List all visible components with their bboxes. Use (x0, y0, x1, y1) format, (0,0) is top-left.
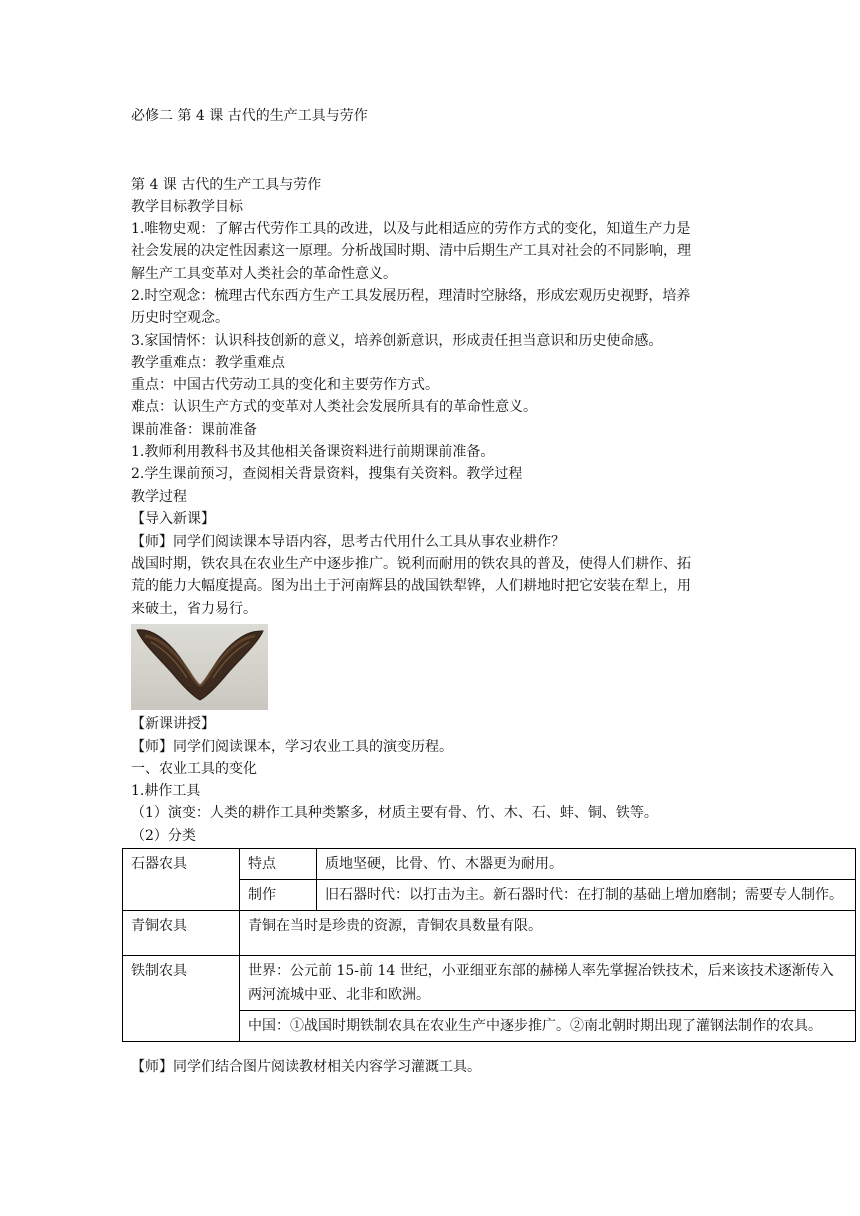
table-cell: 特点 (240, 849, 317, 880)
text-line: 【师】同学们阅读课本，学习农业工具的演变历程。 (131, 739, 453, 755)
doc-header: 必修二 第 4 课 古代的生产工具与劳作 (131, 108, 368, 124)
text-line: 【师】同学们结合图片阅读教材相关内容学习灌溉工具。 (131, 1059, 481, 1075)
table-cell: 制作 (240, 880, 317, 911)
text-line: 2.时空观念：梳理古代东西方生产工具发展历程，理清时空脉络，形成宏观历史视野，培养 (131, 288, 691, 304)
text-line: 一、农业工具的变化 (131, 761, 257, 777)
text-line: 1.教师利用教科书及其他相关备课资料进行前期课前准备。 (131, 444, 495, 460)
text-line: 重点：中国古代劳动工具的变化和主要劳作方式。 (131, 377, 439, 393)
text-line: 【师】同学们阅读课本导语内容，思考古代用什么工具从事农业耕作？ (131, 534, 565, 550)
text-line: 教学重难点：教学重难点 (131, 355, 285, 371)
text-line: 教学目标教学目标 (131, 199, 243, 215)
text-line: 1.唯物史观：了解古代劳作工具的改进，以及与此相适应的劳作方式的变化，知道生产力是 (131, 221, 691, 237)
text-line: 2.学生课前预习，查阅相关背景资料，搜集有关资料。教学过程 (131, 466, 523, 482)
text-line: 荒的能力大幅度提高。图为出土于河南辉县的战国铁犁铧，人们耕地时把它安装在犁上，用 (131, 578, 691, 594)
iron-plowshare-photo (131, 624, 268, 710)
table-cell: 旧石器时代：以打击为主。新石器时代：在打制的基础上增加磨制；需要专人制作。 (317, 880, 856, 911)
table-cell: 石器农具 (123, 849, 240, 911)
text-line: 解生产工具变革对人类社会的革命性意义。 (131, 266, 397, 282)
text-line: 难点：认识生产方式的变革对人类社会发展所具有的革命性意义。 (131, 399, 537, 415)
text-line: 历史时空观念。 (131, 310, 229, 326)
table-cell: 世界：公元前 15-前 14 世纪，小亚细亚东部的赫梯人率先掌握冶铁技术，后来该技术逐渐传入两河流城中亚、北非和欧洲。 (240, 956, 856, 1011)
table-cell: 铁制农具 (123, 956, 240, 1042)
plowshare-illustration (131, 624, 268, 710)
table-row (123, 849, 856, 880)
text-line: 3.家国情怀：认识科技创新的意义，培养创新意识，形成责任担当意识和历史使命感。 (131, 333, 663, 349)
text-line: （1）演变：人类的耕作工具种类繁多，材质主要有骨、竹、木、石、蚌、铜、铁等。 (131, 805, 658, 821)
text-line: 【导入新课】 (131, 511, 215, 527)
table-cell: 中国：①战国时期铁制农具在农业生产中逐步推广。②南北朝时期出现了灌钢法制作的农具。 (240, 1011, 856, 1042)
lesson-title: 第 4 课 古代的生产工具与劳作 (131, 177, 322, 193)
table-cell: 青铜农具 (123, 911, 240, 956)
text-line: 课前准备：课前准备 (131, 422, 257, 438)
text-line: 教学过程 (131, 489, 187, 505)
text-line: 社会发展的决定性因素这一原理。分析战国时期、清中后期生产工具对社会的不同影响，理 (131, 243, 691, 259)
text-line: 战国时期，铁农具在农业生产中逐步推广。锐利而耐用的铁农具的普及，使得人们耕作、拓 (131, 556, 691, 572)
text-line: （2）分类 (131, 828, 196, 844)
table-cell: 质地坚硬，比骨、竹、木器更为耐用。 (317, 849, 856, 880)
table-cell: 青铜在当时是珍贵的资源，青铜农具数量有限。 (240, 911, 856, 956)
text-line: 【新课讲授】 (131, 716, 215, 732)
table-row (123, 956, 856, 1011)
text-line: 来破土，省力易行。 (131, 601, 257, 617)
tool-classification-table (122, 848, 856, 1042)
table-row (123, 911, 856, 956)
text-line: 1.耕作工具 (131, 783, 201, 799)
